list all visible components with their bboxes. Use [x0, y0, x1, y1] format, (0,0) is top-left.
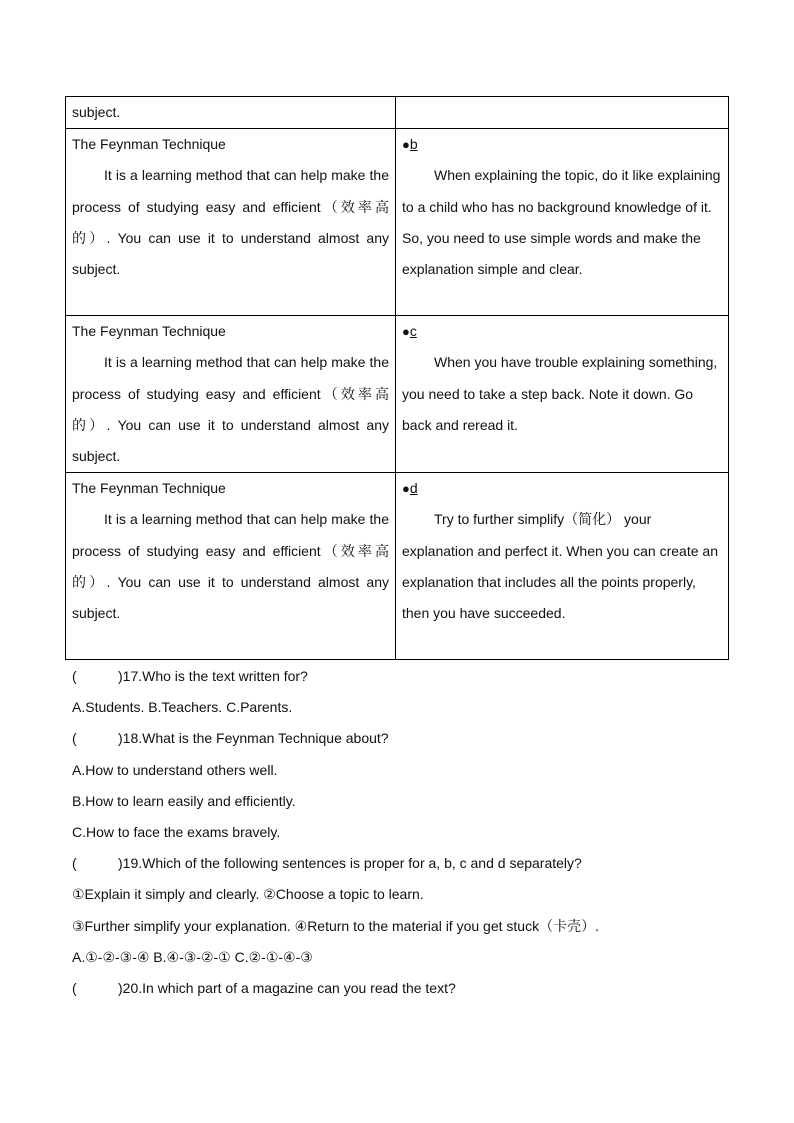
answer-blank[interactable]: ( [72, 730, 77, 747]
question-19-sentences-1: ①Explain it simply and clearly. ②Choose a topic to learn. [72, 886, 424, 903]
question-19 [72, 848, 732, 879]
step-description: When you have trouble explaining something, you need to take a step back. Note it down. Go back and reread it. [402, 354, 718, 433]
question-text: 18.What is the Feynman Technique about? [122, 730, 389, 747]
technique-title: The Feynman Technique [72, 136, 226, 153]
table-row [66, 129, 729, 316]
bullet-icon: ● [402, 481, 410, 497]
question-18-option-b: B.How to learn easily and efficiently. [72, 792, 296, 809]
table-row [66, 316, 729, 473]
step-label: d [409, 480, 418, 497]
question-18-option-a: A.How to understand others well. [72, 761, 278, 778]
technique-title: The Feynman Technique [72, 323, 226, 340]
question-text: 17.Who is the text written for? [122, 668, 308, 684]
bullet-icon: ● [402, 324, 410, 340]
answer-blank[interactable]: ( [72, 980, 77, 997]
question-18 [72, 723, 732, 754]
answer-blank[interactable]: ( [72, 668, 77, 684]
question-19-sentences-2: ③Further simplify your explanation. ④Return to the material if you get stuck（卡壳）. [72, 917, 599, 934]
table-cell-right [396, 97, 729, 129]
answer-blank-close: ) [118, 668, 123, 684]
technique-title: The Feynman Technique [72, 480, 226, 497]
table-cell-right [396, 473, 729, 660]
table-cell-left [66, 316, 396, 473]
table-cell-right [396, 129, 729, 316]
table-row [66, 97, 729, 129]
step-description: Try to further simplify（简化） your explanation and perfect it. When you can create an explanation that includes all the points properly, then you have succeeded. [402, 511, 718, 622]
answer-blank-close: ) [118, 855, 123, 872]
technique-description: It is a learning method that can help make the process of studying easy and efficient（效率高的）. You can use it to understand almost any subject. [72, 167, 389, 278]
table-cell-right [396, 316, 729, 473]
technique-description: It is a learning method that can help make the process of studying easy and efficient（效率高的）. You can use it to understand almost any subject. [72, 354, 389, 465]
table-cell-left [66, 129, 396, 316]
question-17 [72, 661, 732, 692]
step-label: b [409, 136, 418, 153]
feynman-table [65, 96, 729, 660]
bullet-icon: ● [402, 137, 410, 153]
answer-blank[interactable]: ( [72, 855, 77, 872]
answer-blank-close: ) [118, 730, 123, 747]
question-text: 19.Which of the following sentences is proper for a, b, c and d separately? [122, 855, 582, 872]
technique-description: It is a learning method that can help make the process of studying easy and efficient（效率高的）. You can use it to understand almost any subject. [72, 511, 389, 622]
question-18-option-c: C.How to face the exams bravely. [72, 824, 281, 841]
step-label: c [409, 323, 417, 340]
answer-blank-close: ) [118, 980, 123, 997]
questions-section [72, 661, 732, 1004]
question-text: 20.In which part of a magazine can you read the text? [122, 980, 456, 997]
table-cell-left [66, 473, 396, 660]
question-19-options: A.①-②-③-④ B.④-③-②-① C.②-①-④-③ [72, 948, 313, 965]
question-20 [72, 973, 732, 1004]
table-row [66, 473, 729, 660]
table-cell-left [66, 97, 396, 129]
question-17-options: A.Students. B.Teachers. C.Parents. [72, 699, 293, 716]
step-description: When explaining the topic, do it like explaining to a child who has no background knowledge of it. So, you need to use simple words and make the explanation simple and clear. [402, 167, 721, 278]
cell-text: subject. [72, 104, 121, 120]
